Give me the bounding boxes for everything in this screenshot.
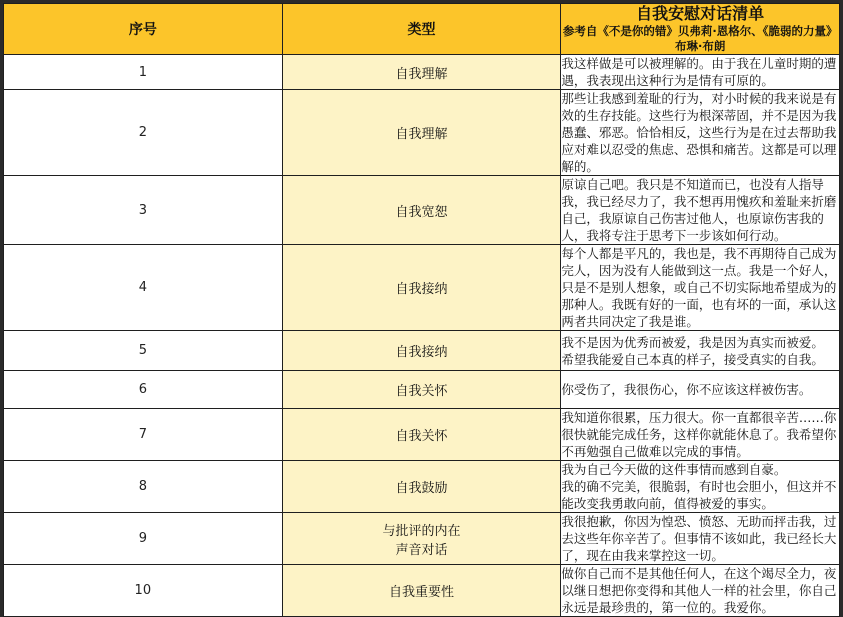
row-type	[282, 513, 561, 565]
row-text: 那些让我感到羞耻的行为，对小时候的我来说是有效的生存技能。这些行为根深蒂固，并不是因为我愚蠢、邪恶。恰恰相反，这些行为是在过去帮助我应对难以忍受的焦虑、恐惧和痛苦。这都是可以理解的。	[561, 90, 840, 176]
page-title: 自我安慰对话清单	[636, 4, 765, 23]
row-number: 1	[4, 55, 283, 90]
row-text-line: 我的确不完美，很脆弱，有时也会胆小，但这并不能改变我勇敢向前，值得被爱的事实。	[561, 479, 837, 511]
row-type: 自我关怀	[282, 371, 561, 409]
row-number: 7	[4, 409, 283, 461]
table-row	[4, 409, 840, 461]
row-number: 6	[4, 371, 283, 409]
row-type: 自我宽恕	[282, 176, 561, 245]
row-text: 原谅自己吧。我只是不知道而已，也没有人指导我，我已经尽力了，我不想再用愧疚和羞耻来折磨自己，我原谅自己伤害过他人，也原谅伤害我的人，我将专注于思考下一步该如何行动。	[561, 176, 840, 245]
row-type: 自我鼓励	[282, 461, 561, 513]
row-text	[561, 461, 840, 513]
table-row	[4, 461, 840, 513]
table-row	[4, 176, 840, 245]
page-subtitle: 参考自《不是你的错》贝弗莉·恩格尔、《脆弱的力量》布琳·布朗	[562, 24, 838, 53]
row-type: 自我接纳	[282, 331, 561, 371]
row-type: 自我关怀	[282, 409, 561, 461]
row-text-line: 希望我能爱自己本真的样子，接受真实的自我。	[561, 351, 824, 367]
row-text: 做你自己而不是其他任何人，在这个竭尽全力，夜以继日想把你变得和其他人一样的社会里，你自己永远是最珍贵的，第一位的。我爱你。	[561, 565, 840, 617]
row-type: 自我接纳	[282, 245, 561, 331]
self-comfort-table	[3, 3, 840, 617]
row-text: 你受伤了，我很伤心，你不应该这样被伤害。	[561, 371, 840, 409]
row-number: 2	[4, 90, 283, 176]
row-text	[561, 331, 840, 371]
row-type-line: 与批评的内在	[382, 523, 461, 539]
table-row	[4, 55, 840, 90]
table-row	[4, 371, 840, 409]
header-num: 序号	[4, 4, 283, 55]
row-type: 自我理解	[282, 90, 561, 176]
table-row	[4, 90, 840, 176]
row-number: 5	[4, 331, 283, 371]
row-text: 我这样做是可以被理解的。由于我在儿童时期的遭遇，我表现出这种行为是情有可原的。	[561, 55, 840, 90]
row-text: 我知道你很累，压力很大。你一直都很辛苦……你很快就能完成任务，这样你就能休息了。我希望你不再勉强自己做难以完成的事情。	[561, 409, 840, 461]
row-text: 每个人都是平凡的，我也是，我不再期待自己成为完人，因为没有人能做到这一点。我是一个好人，只是不是别人想象，或自己不切实际地希望成为的那种人。我既有好的一面，也有坏的一面，承认这两者共同决定了我是谁。	[561, 245, 840, 331]
row-number: 10	[4, 565, 283, 617]
header-type: 类型	[282, 4, 561, 55]
row-number: 9	[4, 513, 283, 565]
row-type-line: 声音对话	[395, 542, 448, 558]
table-header-row	[4, 4, 840, 55]
table-row	[4, 331, 840, 371]
row-type: 自我重要性	[282, 565, 561, 617]
row-text-line: 我为自己今天做的这件事情而感到自豪。	[561, 462, 787, 477]
table-row	[4, 513, 840, 565]
row-number: 3	[4, 176, 283, 245]
row-text-line: 我不是因为优秀而被爱，我是因为真实而被爱。	[561, 334, 824, 350]
row-text: 我很抱歉，你因为惶恐、愤怒、无助而抨击我，过去这些年你辛苦了。但事情不该如此，我已经长大了，现在由我来掌控这一切。	[561, 513, 840, 565]
table-row	[4, 245, 840, 331]
header-title-cell	[561, 4, 840, 55]
row-number: 4	[4, 245, 283, 331]
row-number: 8	[4, 461, 283, 513]
table-row	[4, 565, 840, 617]
row-type: 自我理解	[282, 55, 561, 90]
